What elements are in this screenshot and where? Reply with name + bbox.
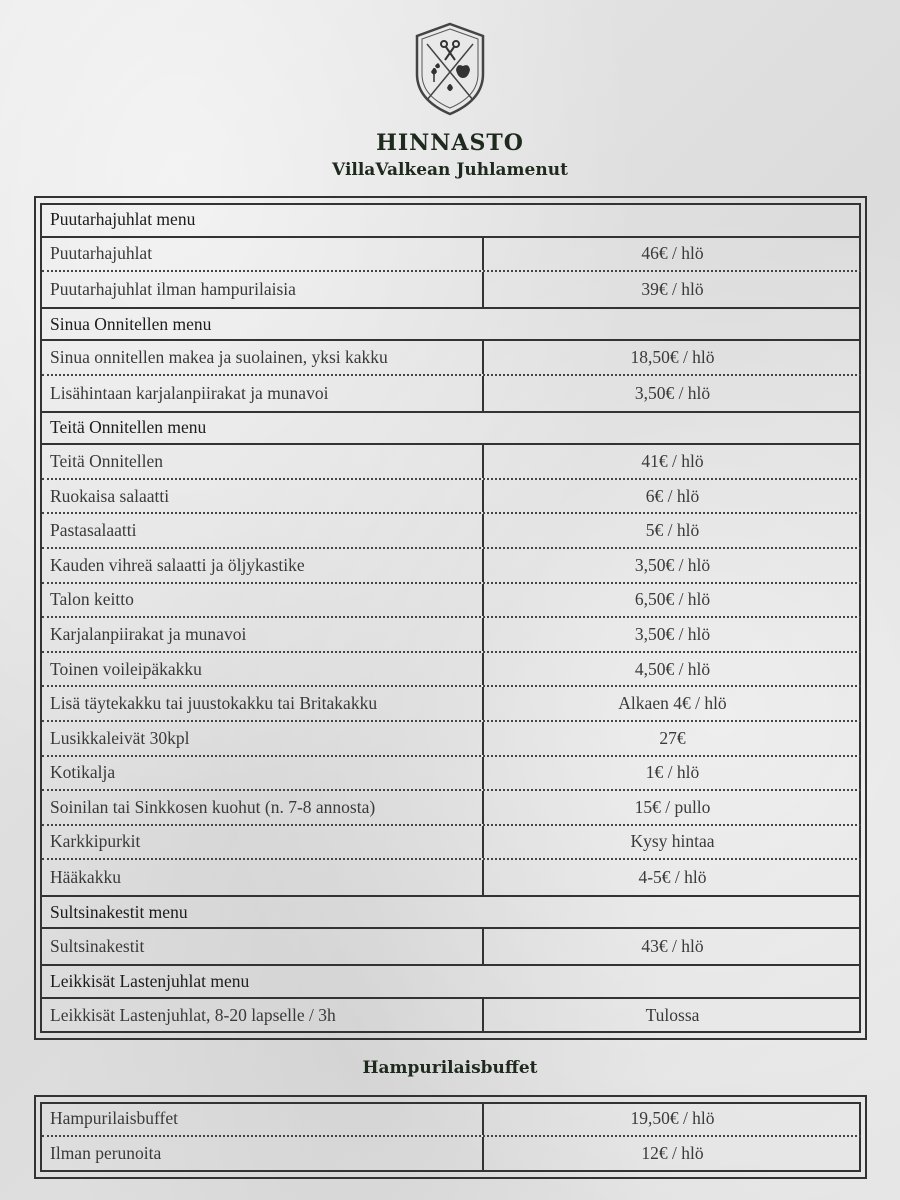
menu-item-row xyxy=(42,722,861,757)
menu-item-row xyxy=(42,272,861,307)
page-title: HINNASTO xyxy=(376,130,524,156)
menu-item-row xyxy=(42,860,861,895)
menu-item-row xyxy=(42,757,861,792)
buffet-item-price: 19,50€ / hlö xyxy=(630,1107,715,1128)
menu-item-name: Karkkipurkit xyxy=(42,826,484,859)
menu-item-name: Ruokaisa salaatti xyxy=(42,480,484,513)
menu-item-row xyxy=(42,584,861,619)
menu-item-name: Toinen voileipäkakku xyxy=(42,653,484,686)
menu-item-row xyxy=(42,480,861,515)
menu-item-row xyxy=(42,341,861,376)
menu-item-row xyxy=(42,687,861,722)
menu-item-price: 3,50€ / hlö xyxy=(634,554,711,575)
menu-item-name: Lusikkaleivät 30kpl xyxy=(42,722,484,755)
crest-icon xyxy=(413,22,487,116)
menu-item-name: Sultsinakestit xyxy=(42,929,484,964)
menu-item-row xyxy=(42,929,861,964)
buffet-item-price: 12€ / hlö xyxy=(641,1143,704,1164)
menu-item-price: 43€ / hlö xyxy=(641,936,704,957)
menu-section-header: Sinua Onnitellen menu xyxy=(42,307,861,342)
buffet-title: Hampurilaisbuffet xyxy=(362,1058,538,1078)
buffet-item-name: Hampurilaisbuffet xyxy=(42,1102,484,1135)
menu-item-price: 3,50€ / hlö xyxy=(634,623,711,644)
menu-section-header: Leikkisät Lastenjuhlat menu xyxy=(42,964,861,999)
menu-item-name: Talon keitto xyxy=(42,584,484,617)
buffet-item-row xyxy=(42,1137,861,1172)
menu-item-price: Kysy hintaa xyxy=(630,831,715,852)
menu-item-name: Soinilan tai Sinkkosen kuohut (n. 7-8 annosta) xyxy=(42,791,484,824)
menu-item-name: Kauden vihreä salaatti ja öljykastike xyxy=(42,549,484,582)
menu-item-row xyxy=(42,445,861,480)
menu-item-price: 46€ / hlö xyxy=(641,243,704,264)
menu-item-row xyxy=(42,826,861,861)
menu-item-name: Teitä Onnitellen xyxy=(42,445,484,478)
menu-item-row xyxy=(42,999,861,1034)
menu-item-price: 18,50€ / hlö xyxy=(630,347,715,368)
menu-item-row xyxy=(42,514,861,549)
menu-item-row xyxy=(42,653,861,688)
menu-item-price: 5€ / hlö xyxy=(645,520,700,541)
buffet-item-row xyxy=(42,1102,861,1137)
menu-item-price: Tulossa xyxy=(645,1005,700,1026)
menu-item-name: Puutarhajuhlat xyxy=(42,238,484,271)
menu-item-name: Pastasalaatti xyxy=(42,514,484,547)
menu-item-price: 27€ xyxy=(659,727,686,748)
menu-item-name: Sinua onnitellen makea ja suolainen, yksi kakku xyxy=(42,341,484,374)
menu-item-row xyxy=(42,791,861,826)
menu-item-name: Lisä täytekakku tai juustokakku tai Britakakku xyxy=(42,687,484,720)
menu-section-header: Teitä Onnitellen menu xyxy=(42,411,861,446)
menu-item-price: 1€ / hlö xyxy=(645,762,700,783)
menu-item-price: 3,50€ / hlö xyxy=(634,382,711,403)
menu-item-name: Leikkisät Lastenjuhlat, 8-20 lapselle / 3h xyxy=(42,999,484,1034)
menu-section-header: Sultsinakestit menu xyxy=(42,895,861,930)
menu-item-price: 39€ / hlö xyxy=(641,278,704,299)
menu-item-price: 15€ / pullo xyxy=(634,796,711,817)
menu-item-price: 41€ / hlö xyxy=(641,450,704,471)
menu-item-name: Kotikalja xyxy=(42,757,484,790)
page-subtitle: VillaValkean Juhlamenut xyxy=(332,160,568,180)
menu-item-name: Lisähintaan karjalanpiirakat ja munavoi xyxy=(42,376,484,411)
menu-section-header: Puutarhajuhlat menu xyxy=(42,203,861,238)
menu-item-price: 6€ / hlö xyxy=(645,485,700,506)
menu-item-name: Karjalanpiirakat ja munavoi xyxy=(42,618,484,651)
menu-item-price: 6,50€ / hlö xyxy=(634,589,711,610)
buffet-item-name: Ilman perunoita xyxy=(42,1137,484,1172)
menu-item-price: 4-5€ / hlö xyxy=(638,867,707,888)
menu-item-row xyxy=(42,238,861,273)
menu-item-price: 4,50€ / hlö xyxy=(634,658,711,679)
menu-item-row xyxy=(42,549,861,584)
menu-item-row xyxy=(42,618,861,653)
menu-table xyxy=(42,203,861,1033)
menu-item-name: Hääkakku xyxy=(42,860,484,895)
menu-item-price: Alkaen 4€ / hlö xyxy=(618,693,727,714)
menu-item-row xyxy=(42,376,861,411)
buffet-table xyxy=(42,1102,861,1171)
menu-item-name: Puutarhajuhlat ilman hampurilaisia xyxy=(42,272,484,307)
